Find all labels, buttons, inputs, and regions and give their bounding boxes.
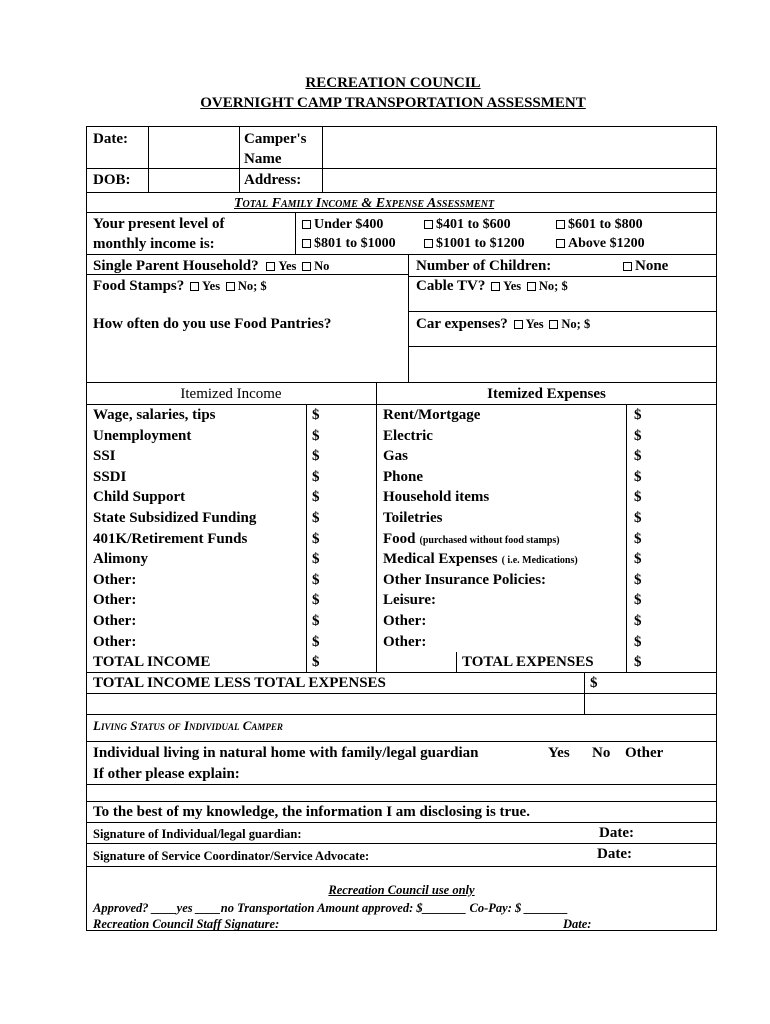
staff-signature-date: Date: bbox=[563, 917, 592, 931]
expense-item-dollar: $ bbox=[634, 613, 642, 629]
checkbox-icon[interactable] bbox=[549, 320, 558, 329]
single-parent-label: Single Parent Household? Yes No bbox=[93, 258, 330, 274]
campers-name-label-1: Camper's bbox=[244, 131, 307, 147]
checkbox-icon bbox=[302, 239, 311, 248]
expense-item-label: Food (purchased without food stamps) bbox=[383, 531, 560, 547]
income-item-dollar: $ bbox=[312, 592, 320, 608]
expense-item-label: Leisure: bbox=[383, 592, 437, 608]
income-item-label: Child Support bbox=[93, 489, 186, 505]
checkbox-icon[interactable] bbox=[190, 282, 199, 291]
income-item-label: Unemployment bbox=[93, 428, 192, 444]
total-income-label: TOTAL INCOME bbox=[93, 654, 211, 670]
income-item-dollar: $ bbox=[312, 572, 320, 588]
income-item-dollar: $ bbox=[312, 634, 320, 650]
disclosure-statement: To the best of my knowledge, the information I am disclosing is true. bbox=[93, 804, 530, 820]
checkbox-icon bbox=[424, 239, 433, 248]
total-expenses-dollar: $ bbox=[634, 654, 642, 670]
expense-item-label: Medical Expenses ( i.e. Medications) bbox=[383, 551, 578, 567]
checkbox-icon[interactable] bbox=[226, 282, 235, 291]
income-item-dollar: $ bbox=[312, 448, 320, 464]
income-item-label: Other: bbox=[93, 572, 137, 588]
checkbox-icon bbox=[623, 262, 632, 271]
range-option-6[interactable]: Above $1200 bbox=[556, 235, 645, 252]
income-item-label: Other: bbox=[93, 634, 137, 650]
expense-item-label: Phone bbox=[383, 469, 424, 485]
range-option-4[interactable]: $801 to $1000 bbox=[302, 235, 396, 252]
date-label: Date: bbox=[93, 131, 128, 147]
form-title-line2: OVERNIGHT CAMP TRANSPORTATION ASSESSMENT bbox=[200, 95, 586, 111]
checkbox-icon[interactable] bbox=[302, 262, 311, 271]
income-item-dollar: $ bbox=[312, 428, 320, 444]
expense-item-dollar: $ bbox=[634, 592, 642, 608]
expense-item-label: Toiletries bbox=[383, 510, 443, 526]
income-item-label: Other: bbox=[93, 592, 137, 608]
income-level-label-1: Your present level of bbox=[93, 216, 225, 232]
total-less-dollar: $ bbox=[590, 675, 598, 691]
car-expenses-label: Car expenses? Yes No; $ bbox=[416, 316, 591, 332]
income-item-label: 401K/Retirement Funds bbox=[93, 531, 248, 547]
total-less-label: TOTAL INCOME LESS TOTAL EXPENSES bbox=[93, 675, 386, 691]
living-question: Individual living in natural home with family/legal guardian bbox=[93, 745, 479, 761]
expense-item-label: Other Insurance Policies: bbox=[383, 572, 547, 588]
expense-item-dollar: $ bbox=[634, 469, 642, 485]
form-title-line1: RECREATION COUNCIL bbox=[305, 75, 481, 91]
medical-note: ( i.e. Medications) bbox=[501, 555, 578, 566]
itemized-income-heading: Itemized Income bbox=[180, 386, 282, 402]
living-explain: If other please explain: bbox=[93, 766, 240, 782]
food-note: (purchased without food stamps) bbox=[419, 535, 560, 546]
expense-item-label: Rent/Mortgage bbox=[383, 407, 481, 423]
expense-item-label: Gas bbox=[383, 448, 409, 464]
expense-item-dollar: $ bbox=[634, 489, 642, 505]
range-option-5[interactable]: $1001 to $1200 bbox=[424, 235, 525, 252]
total-income-dollar: $ bbox=[312, 654, 320, 670]
address-label: Address: bbox=[244, 172, 302, 188]
expense-item-dollar: $ bbox=[634, 510, 642, 526]
campers-name-label-2: Name bbox=[244, 151, 282, 167]
checkbox-icon[interactable] bbox=[491, 282, 500, 291]
checkbox-icon[interactable] bbox=[527, 282, 536, 291]
expense-item-label: Household items bbox=[383, 489, 490, 505]
living-no[interactable]: No bbox=[592, 745, 611, 761]
income-item-label: Other: bbox=[93, 613, 137, 629]
total-expenses-label: TOTAL EXPENSES bbox=[462, 654, 594, 670]
income-item-dollar: $ bbox=[312, 469, 320, 485]
expense-item-dollar: $ bbox=[634, 551, 642, 567]
income-item-dollar: $ bbox=[312, 613, 320, 629]
expense-item-dollar: $ bbox=[634, 448, 642, 464]
income-level-label-2: monthly income is: bbox=[93, 236, 215, 252]
dob-label: DOB: bbox=[93, 172, 131, 188]
income-item-label: SSI bbox=[93, 448, 116, 464]
income-item-dollar: $ bbox=[312, 551, 320, 567]
range-option-3[interactable]: $601 to $800 bbox=[556, 216, 643, 233]
staff-signature-label: Recreation Council Staff Signature: bbox=[93, 917, 280, 931]
children-none-option[interactable]: None bbox=[623, 258, 668, 275]
income-item-label: SSDI bbox=[93, 469, 127, 485]
checkbox-icon bbox=[556, 220, 565, 229]
food-pantries-label: How often do you use Food Pantries? bbox=[93, 316, 332, 332]
checkbox-icon bbox=[556, 239, 565, 248]
income-item-dollar: $ bbox=[312, 510, 320, 526]
income-item-dollar: $ bbox=[312, 489, 320, 505]
expense-item-dollar: $ bbox=[634, 531, 642, 547]
expense-item-dollar: $ bbox=[634, 407, 642, 423]
council-use-heading: Recreation Council use only bbox=[328, 883, 475, 897]
income-item-label: Alimony bbox=[93, 551, 149, 567]
expense-item-label: Other: bbox=[383, 613, 427, 629]
food-stamps-label: Food Stamps? Yes No; $ bbox=[93, 278, 267, 294]
checkbox-icon[interactable] bbox=[266, 262, 275, 271]
signature-coordinator-date: Date: bbox=[597, 846, 632, 862]
expense-item-dollar: $ bbox=[634, 572, 642, 588]
expense-item-dollar: $ bbox=[634, 634, 642, 650]
checkbox-icon bbox=[302, 220, 311, 229]
approved-line: Approved? ____yes ____no Transportation Amount approved: $_______ Co-Pay: $ _______ bbox=[93, 901, 569, 915]
checkbox-icon bbox=[424, 220, 433, 229]
range-option-1[interactable]: Under $400 bbox=[302, 216, 383, 233]
income-item-label: Wage, salaries, tips bbox=[93, 407, 216, 423]
checkbox-icon[interactable] bbox=[514, 320, 523, 329]
signature-individual-date: Date: bbox=[599, 825, 634, 841]
children-label: Number of Children: bbox=[416, 258, 552, 274]
living-yes[interactable]: Yes bbox=[548, 745, 570, 761]
expense-item-dollar: $ bbox=[634, 428, 642, 444]
income-expense-heading: Total Family Income & Expense Assessment bbox=[234, 196, 495, 211]
expense-item-label: Other: bbox=[383, 634, 427, 650]
signature-coordinator-label: Signature of Service Coordinator/Service Advocate: bbox=[93, 849, 370, 863]
range-option-2[interactable]: $401 to $600 bbox=[424, 216, 511, 233]
cable-tv-label: Cable TV? Yes No; $ bbox=[416, 278, 568, 294]
income-item-label: State Subsidized Funding bbox=[93, 510, 257, 526]
expense-item-label: Electric bbox=[383, 428, 433, 444]
income-item-dollar: $ bbox=[312, 531, 320, 547]
income-item-dollar: $ bbox=[312, 407, 320, 423]
signature-individual-label: Signature of Individual/legal guardian: bbox=[93, 827, 302, 841]
itemized-expenses-heading: Itemized Expenses bbox=[487, 386, 606, 402]
living-status-heading: Living Status of Individual Camper bbox=[93, 718, 283, 733]
living-other[interactable]: Other bbox=[625, 745, 664, 761]
